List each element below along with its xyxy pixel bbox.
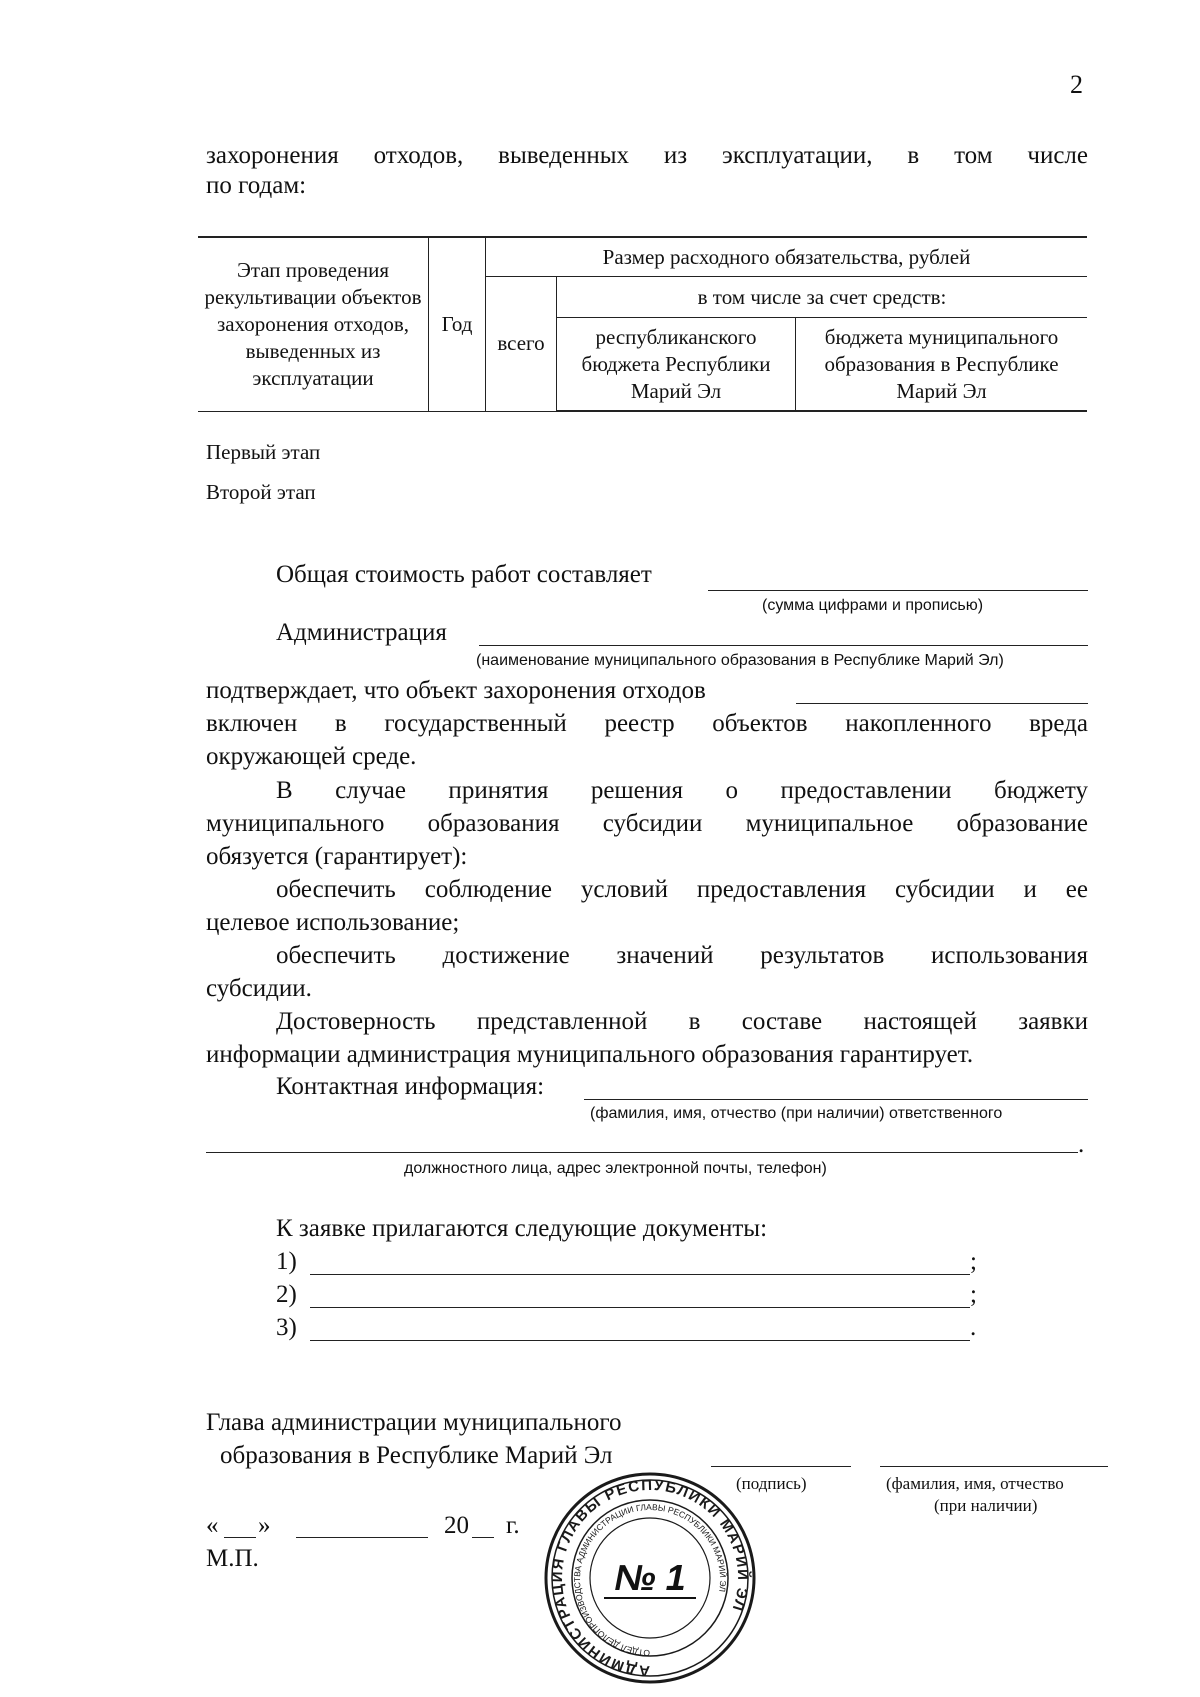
header-including: в том числе за счет средств: bbox=[557, 277, 1088, 318]
header-total: всего bbox=[486, 277, 557, 412]
seal-outer-text: АДМИНИСТРАЦИЯ ГЛАВЫ РЕСПУБЛИКИ МАРИЙ ЭЛ bbox=[548, 1476, 752, 1680]
contact-end-mark: . bbox=[1078, 1131, 1085, 1158]
signer-title-line-1: Глава администрации муниципального bbox=[206, 1409, 622, 1436]
header-year: Год bbox=[429, 237, 486, 411]
waste-object-input-line[interactable] bbox=[796, 703, 1088, 704]
reliability-line-1: Достоверность представленной в составе настоящей заявки bbox=[276, 1008, 1088, 1035]
contact-caption-2: должностного лица, адрес электронной почты, телефон) bbox=[404, 1160, 827, 1177]
attachment-number-1: 1) bbox=[276, 1248, 297, 1275]
attachment-input-1[interactable] bbox=[310, 1274, 970, 1275]
confirm-line-3: окружающей среде. bbox=[206, 743, 417, 770]
signer-title-line-2: образования в Республике Марий Эл bbox=[220, 1442, 613, 1469]
attachment-number-2: 2) bbox=[276, 1281, 297, 1308]
stage-first: Первый этап bbox=[206, 440, 321, 464]
admin-caption: (наименование муниципального образования в Республике Марий Эл) bbox=[476, 652, 1004, 669]
attachment-number-3: 3) bbox=[276, 1314, 297, 1341]
header-stage: Этап проведения рекультивации объектов захоронения отходов, выведенных из эксплуатации bbox=[198, 237, 429, 411]
header-republic-budget: республиканского бюджета Республики Марий Эл bbox=[557, 318, 796, 412]
contact-input-line-2[interactable] bbox=[206, 1152, 1078, 1153]
contact-caption-1: (фамилия, имя, отчество (при наличии) ответственного bbox=[590, 1105, 1003, 1122]
attachments-title: К заявке прилагаются следующие документы: bbox=[276, 1215, 768, 1242]
obligation-item-1-line-1: обеспечить соблюдение условий предоставления субсидии и ее bbox=[276, 876, 1088, 903]
stage-second: Второй этап bbox=[206, 480, 316, 504]
date-quote-open: « bbox=[206, 1512, 219, 1539]
obligation-line-3: обязуется (гарантирует): bbox=[206, 843, 468, 870]
obligation-item-2-line-2: субсидии. bbox=[206, 975, 312, 1002]
intro-line-2: по годам: bbox=[206, 172, 307, 199]
attachment-input-2[interactable] bbox=[310, 1307, 970, 1308]
header-amount: Размер расходного обязательства, рублей bbox=[486, 237, 1088, 277]
date-year-prefix: 20 bbox=[444, 1512, 469, 1539]
seal-inner-text: ОТДЕЛ ДЕЛОПРОИЗВОДСТВА АДМИНИСТРАЦИИ ГЛАВЫ РЕСПУБЛИКИ МАРИЙ ЭЛ bbox=[572, 1501, 729, 1659]
admin-input-line[interactable] bbox=[479, 645, 1088, 646]
obligation-item-1-line-2: целевое использование; bbox=[206, 909, 460, 936]
admin-label: Администрация bbox=[276, 619, 447, 646]
date-month-input[interactable] bbox=[296, 1537, 428, 1538]
header-municipal-budget: бюджета муниципального образования в Республике Марий Эл bbox=[796, 318, 1088, 412]
obligation-line-1: В случае принятия решения о предоставлении бюджету bbox=[276, 777, 1088, 804]
page-number: 2 bbox=[1070, 70, 1083, 99]
contact-input-line-1[interactable] bbox=[584, 1099, 1088, 1100]
contact-label: Контактная информация: bbox=[276, 1073, 545, 1100]
cost-caption: (сумма цифрами и прописью) bbox=[762, 597, 984, 614]
attachment-end-3: . bbox=[970, 1314, 977, 1341]
stamp-place-label: М.П. bbox=[206, 1545, 259, 1572]
signer-name-input-line[interactable] bbox=[880, 1466, 1108, 1467]
intro-line-1: захоронения отходов, выведенных из эксплуатации, в том числе bbox=[206, 142, 1088, 169]
official-seal bbox=[530, 1466, 770, 1696]
date-quote-close: » bbox=[258, 1512, 271, 1539]
cost-label: Общая стоимость работ составляет bbox=[276, 561, 652, 588]
signer-name-caption-1: (фамилия, имя, отчество bbox=[886, 1474, 1064, 1493]
confirm-line-1: подтверждает, что объект захоронения отходов bbox=[206, 677, 706, 704]
reliability-line-2: информации администрация муниципального образования гарантирует. bbox=[206, 1041, 974, 1068]
obligation-line-2: муниципального образования субсидии муниципальное образование bbox=[206, 810, 1088, 837]
obligation-item-2-line-1: обеспечить достижение значений результатов использования bbox=[276, 942, 1088, 969]
date-year-input[interactable] bbox=[472, 1537, 494, 1538]
signature-caption: (подпись) bbox=[736, 1474, 807, 1493]
seal-number: № 1 bbox=[614, 1557, 686, 1598]
date-day-input[interactable] bbox=[224, 1537, 256, 1538]
date-year-suffix: г. bbox=[506, 1512, 520, 1539]
expense-table bbox=[198, 236, 1087, 412]
attachment-end-1: ; bbox=[970, 1248, 977, 1275]
signer-name-caption-2: (при наличии) bbox=[934, 1496, 1038, 1515]
attachment-input-3[interactable] bbox=[310, 1340, 970, 1341]
cost-input-line[interactable] bbox=[708, 590, 1088, 591]
confirm-line-2: включен в государственный реестр объектов накопленного вреда bbox=[206, 710, 1088, 737]
attachment-end-2: ; bbox=[970, 1281, 977, 1308]
